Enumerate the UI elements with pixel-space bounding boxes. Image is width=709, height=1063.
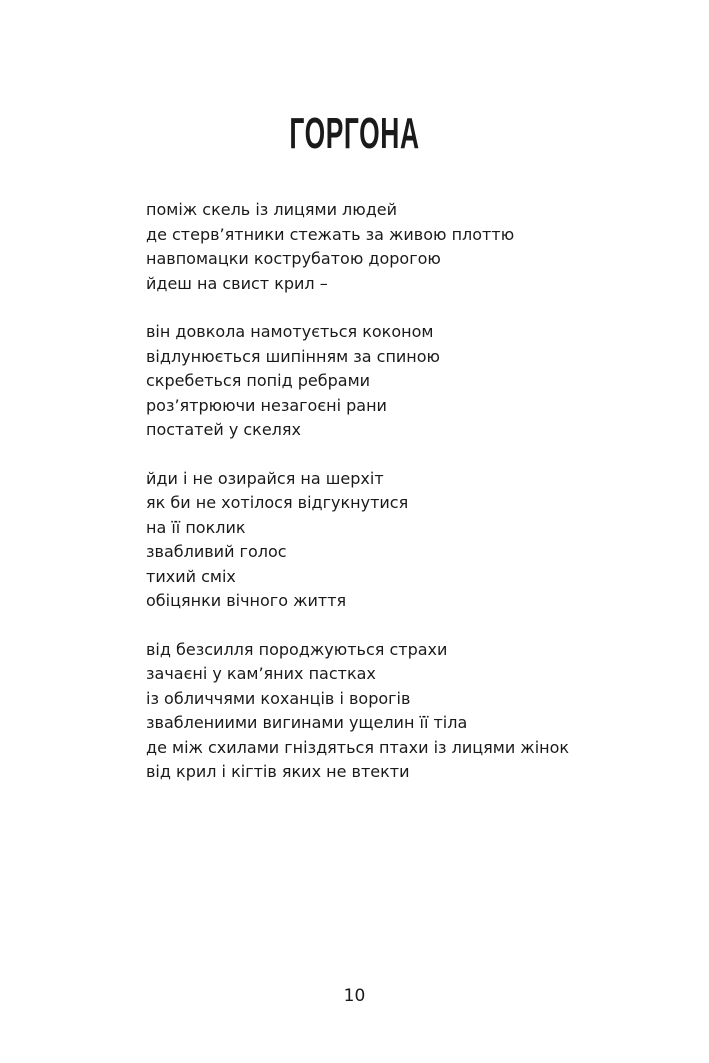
poem-line: зачаєні у кам’яних пастках <box>146 664 376 683</box>
poem-line: відлунюється шипінням за спиною <box>146 346 441 366</box>
poem-line: зваблениими вигинами ущелин її тіла <box>146 713 468 732</box>
poem-line: тихий сміх <box>146 566 236 586</box>
poem-title: ГОРГОНА <box>289 109 420 158</box>
poem-line: йди і не озирайся на шерхіт <box>146 468 384 488</box>
poem-line: де стерв’ятники стежать за живою плоттю <box>146 224 515 244</box>
poem-body <box>146 198 666 809</box>
poem-line: йдеш на свист крил – <box>146 273 328 293</box>
poem-line: від крил і кігтів яких не втекти <box>146 762 410 781</box>
stanza <box>146 320 666 443</box>
poem-line: роз’ятрюючи незагоєні рани <box>146 395 387 415</box>
poem-line: він довкола намотується коконом <box>146 322 434 341</box>
poem-line: поміж скель із лицями людей <box>146 200 398 219</box>
poem-line: із обличчями коханців і ворогів <box>146 688 411 708</box>
poem-line: навпомацки кострубатою дорогою <box>146 249 441 268</box>
poem-line: постатей у скелях <box>146 420 301 439</box>
poem-line: де між схилами гніздяться птахи із лицями жінок <box>146 737 570 757</box>
stanza <box>146 198 666 296</box>
poem-line: звабливий голос <box>146 542 287 561</box>
poem-line: як би не хотілося відгукнутися <box>146 493 409 512</box>
stanza <box>146 638 666 785</box>
poem-line: скребеться попід ребрами <box>146 371 371 390</box>
poem-line: на її поклик <box>146 517 246 537</box>
stanza <box>146 467 666 614</box>
poem-line: обіцянки вічного життя <box>146 591 347 610</box>
poem-line: від безсилля породжуються страхи <box>146 639 448 659</box>
page-number: 10 <box>343 986 366 1006</box>
